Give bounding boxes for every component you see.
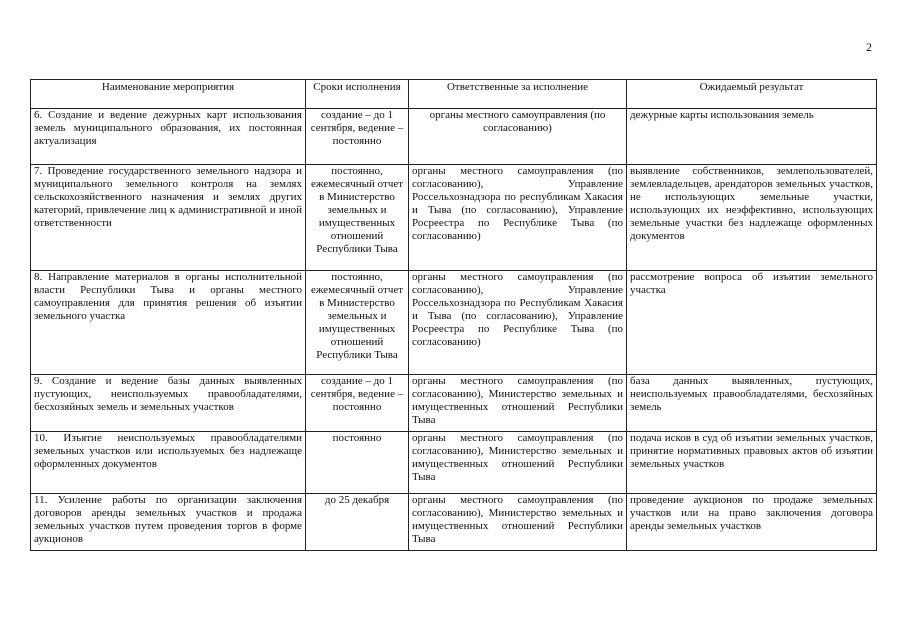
event-cell: 6. Создание и ведение дежурных карт использования земель муниципального образования, их постоянная актуализация [31, 109, 306, 165]
result-cell: база данных выявленных, пустующих, неиспользуемых правообладателями, бесхозяйных земель [627, 375, 877, 432]
table-row [31, 109, 877, 165]
result-cell: проведение аукционов по продаже земельных участков или на право заключения договора аренды земельных участков [627, 494, 877, 551]
table-row [31, 432, 877, 494]
event-cell: 7. Проведение государственного земельного надзора и муниципального земельного контроля на землях сельскохозяйственного назначения и землях других категорий, привлечение лиц к административной и иной ответственности [31, 165, 306, 271]
event-cell: 11. Усиление работы по организации заключения договоров аренды земельных участков и продажа земельных участков путем проведения торгов в форме аукционов [31, 494, 306, 551]
header-result: Ожидаемый результат [627, 80, 877, 109]
event-cell: 10. Изъятие неиспользуемых правообладателями земельных участков или используемых без надлежаще оформленных документов [31, 432, 306, 494]
deadline-cell: создание – до 1 сентября, ведение – постоянно [306, 109, 409, 165]
deadline-cell: постоянно, ежемесячный отчет в Министерство земельных и имущественных отношений Республики Тыва [306, 271, 409, 375]
result-cell: рассмотрение вопроса об изъятии земельного участка [627, 271, 877, 375]
header-responsible: Ответственные за исполнение [409, 80, 627, 109]
page-number: 2 [866, 40, 872, 54]
deadline-cell: до 25 декабря [306, 494, 409, 551]
responsible-cell: органы местного самоуправления (по согласованию), Министерство земельных и имущественных отношений Республики Тыва [409, 375, 627, 432]
result-cell: выявление собственников, землепользователей, землевладельцев, арендаторов земельных участков, не использующих земельные участки, использующих их неэффективно, использующих земельные участки без надлежаще оформленных документов [627, 165, 877, 271]
responsible-cell: органы местного самоуправления (по согласованию), Управление Россельхознадзора по Республикам Хакасия и Тыва (по согласованию), Управление Росреестра по Республике Тыва (по согласованию) [409, 271, 627, 375]
responsible-cell: органы местного самоуправления (по согласованию), Управление Россельхознадзора по республикам Хакасия и Тыва (по согласованию), Управление Росреестра по Республике Тыва (по согласованию) [409, 165, 627, 271]
deadline-cell: постоянно, ежемесячный отчет в Министерство земельных и имущественных отношений Республики Тыва [306, 165, 409, 271]
table-row [31, 271, 877, 375]
table-row [31, 165, 877, 271]
table-row [31, 375, 877, 432]
responsible-cell: органы местного самоуправления (по согласованию), Министерство земельных и имущественных отношений Республики Тыва [409, 494, 627, 551]
header-event: Наименование мероприятия [31, 80, 306, 109]
measures-table [30, 79, 877, 551]
responsible-cell: органы местного самоуправления (по согласованию) [409, 109, 627, 165]
result-cell: дежурные карты использования земель [627, 109, 877, 165]
event-cell: 9. Создание и ведение базы данных выявленных пустующих, неиспользуемых правообладателями, бесхозяйных земель и земельных участков [31, 375, 306, 432]
deadline-cell: постоянно [306, 432, 409, 494]
deadline-cell: создание – до 1 сентября, ведение – постоянно [306, 375, 409, 432]
event-cell: 8. Направление материалов в органы исполнительной власти Республики Тыва и органы местного самоуправления для принятия решения об изъятии земельного участка [31, 271, 306, 375]
result-cell: подача исков в суд об изъятии земельных участков, принятие нормативных правовых актов об изъятии земельных участков [627, 432, 877, 494]
table-row [31, 494, 877, 551]
header-deadline: Сроки исполнения [306, 80, 409, 109]
table-header-row [31, 80, 877, 109]
responsible-cell: органы местного самоуправления (по согласованию), Министерство земельных и имущественных отношений Республики Тыва [409, 432, 627, 494]
